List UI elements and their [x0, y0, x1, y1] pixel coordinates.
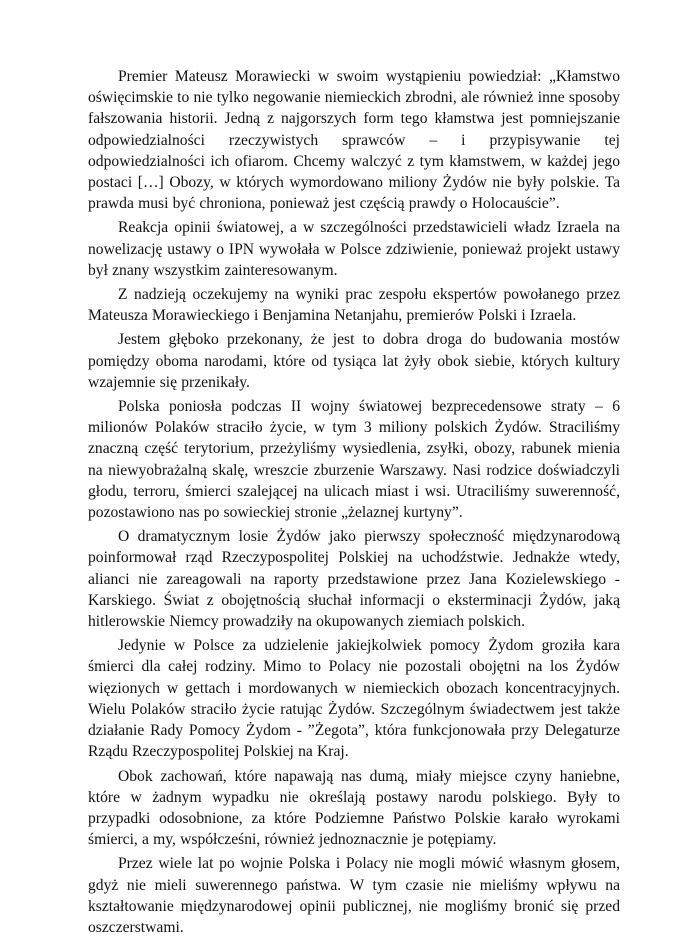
paragraph-4: Jestem głęboko przekonany, że jest to dobra droga do budowania mostów pomiędzy oboma narodami, które od tysiąca lat żyły obok siebie, których kultury wzajemnie się przenikały.: [88, 331, 620, 391]
paragraph-5: Polska poniosła podczas II wojny światowej bezprecedensowe straty – 6 milionów Polaków straciło życie, w tym 3 miliony polskich Żydów. Straciliśmy znaczną część terytorium, przeżyliśmy wysiedlenia, zsyłki, obozy, rabunek mienia na niewyobrażalną skalę, wreszcie zburzenie Warszawy. Nasi rodzice doświadczyli głodu, terroru, śmierci szalejącej na ulicach miast i wsi. Utraciliśmy suwerenność, pozostawiono nas po sowieckiej stronie „żelaznej kurtyny”.: [88, 398, 620, 522]
paragraph-2: Reakcja opinii światowej, a w szczególności przedstawicieli władz Izraela na nowelizację ustawy o IPN wywołała w Polsce zdziwienie, ponieważ projekt ustawy był znany wszystkim zainteresowanym.: [88, 219, 620, 279]
paragraph-6: O dramatycznym losie Żydów jako pierwszy społeczność międzynarodową poinformował rząd Rzeczypospolitej Polskiej na uchodźstwie. Jednakże wtedy, alianci nie zareagowali na raporty przedstawione przez Jana Kozielewskiego - Karskiego. Świat z obojętnością słuchał informacji o eksterminacji Żydów, jaką hitlerowskie Niemcy prowadziły na okupowanych ziemiach polskich.: [88, 528, 620, 631]
paragraph-1: Premier Mateusz Morawiecki w swoim wystąpieniu powiedział: „Kłamstwo oświęcimskie to nie tylko negowanie niemieckich zbrodni, ale również inne sposoby fałszowania historii. Jedną z najgorszych form tego kłamstwa jest pomniejszanie odpowiedzialności rzeczywistych sprawców – i przypisywanie tej odpowiedzialności ich ofiarom. Chcemy walczyć z tym kłamstwem, w każdej jego postaci […] Obozy, w których wymordowano miliony Żydów nie były polskie. Ta prawda musi być chroniona, ponieważ jest częścią prawdy o Holocauście”.: [88, 68, 620, 213]
paragraph-9: Przez wiele lat po wojnie Polska i Polacy nie mogli mówić własnym głosem, gdyż nie mieli suwerennego państwa. W tym czasie nie mieliśmy wpływu na kształtowanie międzynarodowej opinii publicznej, nie mogliśmy bronić się przed oszczerstwami.: [88, 855, 620, 936]
body-text: [88, 66, 620, 941]
paragraph-8: Obok zachowań, które napawają nas dumą, miały miejsce czyny haniebne, które w żadnym wypadku nie określają postawy narodu polskiego. Były to przypadki odosobnione, za które Podziemne Państwo Polskie karało wyrokami śmierci, a my, współcześni, również jednoznacznie je potępiamy.: [88, 767, 620, 849]
paragraph-7: Jedynie w Polsce za udzielenie jakiejkolwiek pomocy Żydom groziła kara śmierci dla całej rodziny. Mimo to Polacy nie pozostali obojętni na los Żydów więzionych w gettach i mordowanych w niemieckich obozach koncentracyjnych. Wielu Polaków straciło życie ratując Żydów. Szczególnym świadectwem jest także działanie Rady Pomocy Żydom - ”Żegota”, która funkcjonowała przy Delegaturze Rządu Rzeczypospolitej Polskiej na Kraj.: [88, 637, 620, 761]
paragraph-3: Z nadzieją oczekujemy na wyniki prac zespołu ekspertów powołanego przez Mateusza Morawieckiego i Benjamina Netanjahu, premierów Polski i Izraela.: [88, 286, 620, 325]
